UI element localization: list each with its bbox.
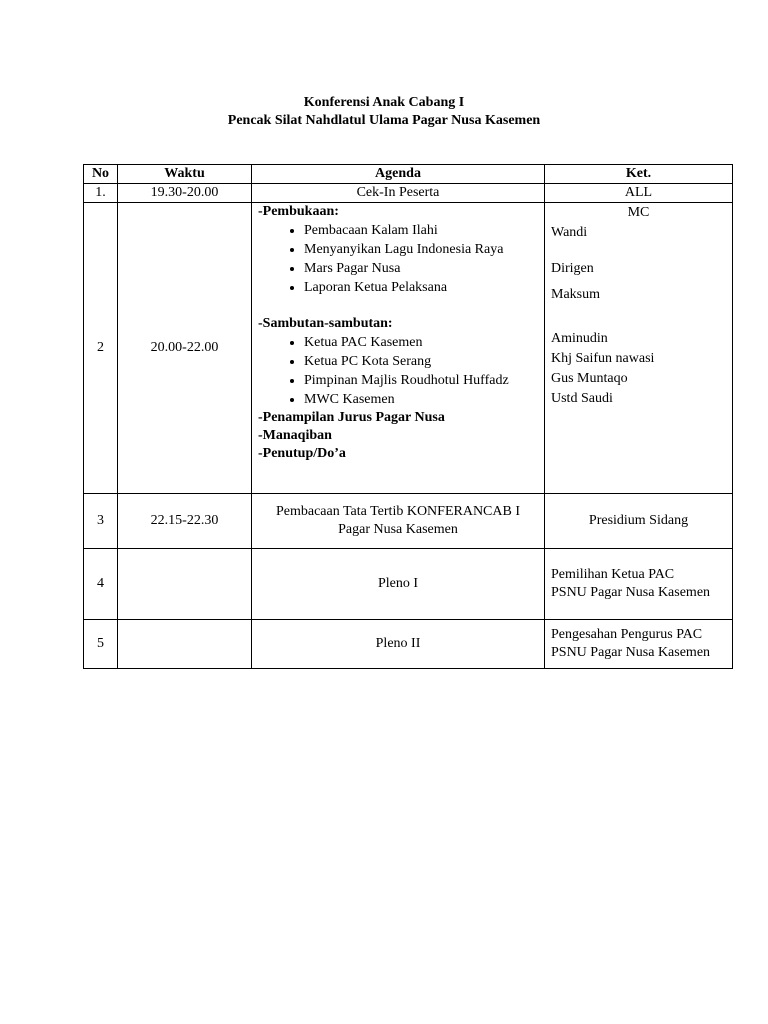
header-no: No (84, 165, 118, 184)
table-header-row (84, 165, 733, 184)
table-row (84, 549, 733, 620)
penampilan-line: -Penampilan Jurus Pagar Nusa (258, 410, 445, 425)
row4-ket (545, 549, 733, 620)
list-item: • Menyanyikan Lagu Indonesia Raya (304, 240, 538, 259)
table-row (84, 620, 733, 669)
row5-ket-line2: PSNU Pagar Nusa Kasemen (551, 645, 711, 660)
row1-agenda: Cek-In Peserta (252, 184, 545, 203)
row3-agenda-line2: Pagar Nusa Kasemen (338, 522, 458, 537)
row3-agenda-line1: Pembacaan Tata Tertib KONFERANCAB I (275, 504, 521, 519)
penutup-line: -Penutup/Do’a (258, 446, 346, 461)
row2-no: 2 (84, 203, 118, 494)
row1-waktu: 19.30-20.00 (118, 184, 252, 203)
row1-ket: ALL (545, 184, 733, 203)
list-item: • Ketua PAC Kasemen (304, 333, 538, 352)
row3-agenda (252, 494, 545, 549)
row4-agenda: Pleno I (252, 549, 545, 620)
table-row (84, 203, 733, 494)
ket-ustd: Ustd Saudi (551, 391, 613, 406)
list-item: • Laporan Ketua Pelaksana (304, 278, 538, 297)
row4-ket-line1: Pemilihan Ketua PAC (551, 567, 675, 582)
ket-maksum: Maksum (551, 287, 600, 302)
sambutan-heading: -Sambutan-sambutan: (258, 316, 393, 331)
row5-ket (545, 620, 733, 669)
pembukaan-heading: -Pembukaan: (258, 204, 339, 219)
ket-khj: Khj Saifun nawasi (551, 351, 655, 366)
row4-no: 4 (84, 549, 118, 620)
ket-wandi: Wandi (551, 225, 588, 240)
ket-aminudin: Aminudin (551, 331, 608, 346)
pembukaan-list (258, 221, 538, 297)
list-item: • Mars Pagar Nusa (304, 259, 538, 278)
ket-dirigen: Dirigen (551, 261, 594, 276)
row4-ket-line2: PSNU Pagar Nusa Kasemen (551, 585, 711, 600)
row1-no: 1. (84, 184, 118, 203)
row2-agenda (252, 203, 545, 494)
header-ket: Ket. (545, 165, 733, 184)
ket-gus: Gus Muntaqo (551, 371, 628, 386)
table-row (84, 494, 733, 549)
list-item: • Ketua PC Kota Serang (304, 352, 538, 371)
header-waktu: Waktu (118, 165, 252, 184)
sambutan-list (258, 333, 538, 409)
row5-agenda: Pleno II (252, 620, 545, 669)
list-item: • Pimpinan Majlis Roudhotul Huffadz (304, 371, 538, 390)
row3-waktu: 22.15-22.30 (118, 494, 252, 549)
document-title: Konferensi Anak Cabang I (303, 95, 465, 110)
row3-ket: Presidium Sidang (545, 494, 733, 549)
header-agenda: Agenda (252, 165, 545, 184)
row4-waktu (118, 549, 252, 620)
row2-ket (545, 203, 733, 494)
manaqiban-line: -Manaqiban (258, 428, 332, 443)
row2-waktu: 20.00-22.00 (118, 203, 252, 494)
row3-no: 3 (84, 494, 118, 549)
list-item: • MWC Kasemen (304, 390, 538, 409)
agenda-table (83, 164, 733, 669)
table-row (84, 184, 733, 203)
list-item: • Pembacaan Kalam Ilahi (304, 221, 538, 240)
row5-ket-line1: Pengesahan Pengurus PAC (551, 627, 703, 642)
row5-waktu (118, 620, 252, 669)
document-subtitle: Pencak Silat Nahdlatul Ulama Pagar Nusa Kasemen (227, 113, 541, 128)
ket-mc: MC (627, 205, 650, 220)
row5-no: 5 (84, 620, 118, 669)
